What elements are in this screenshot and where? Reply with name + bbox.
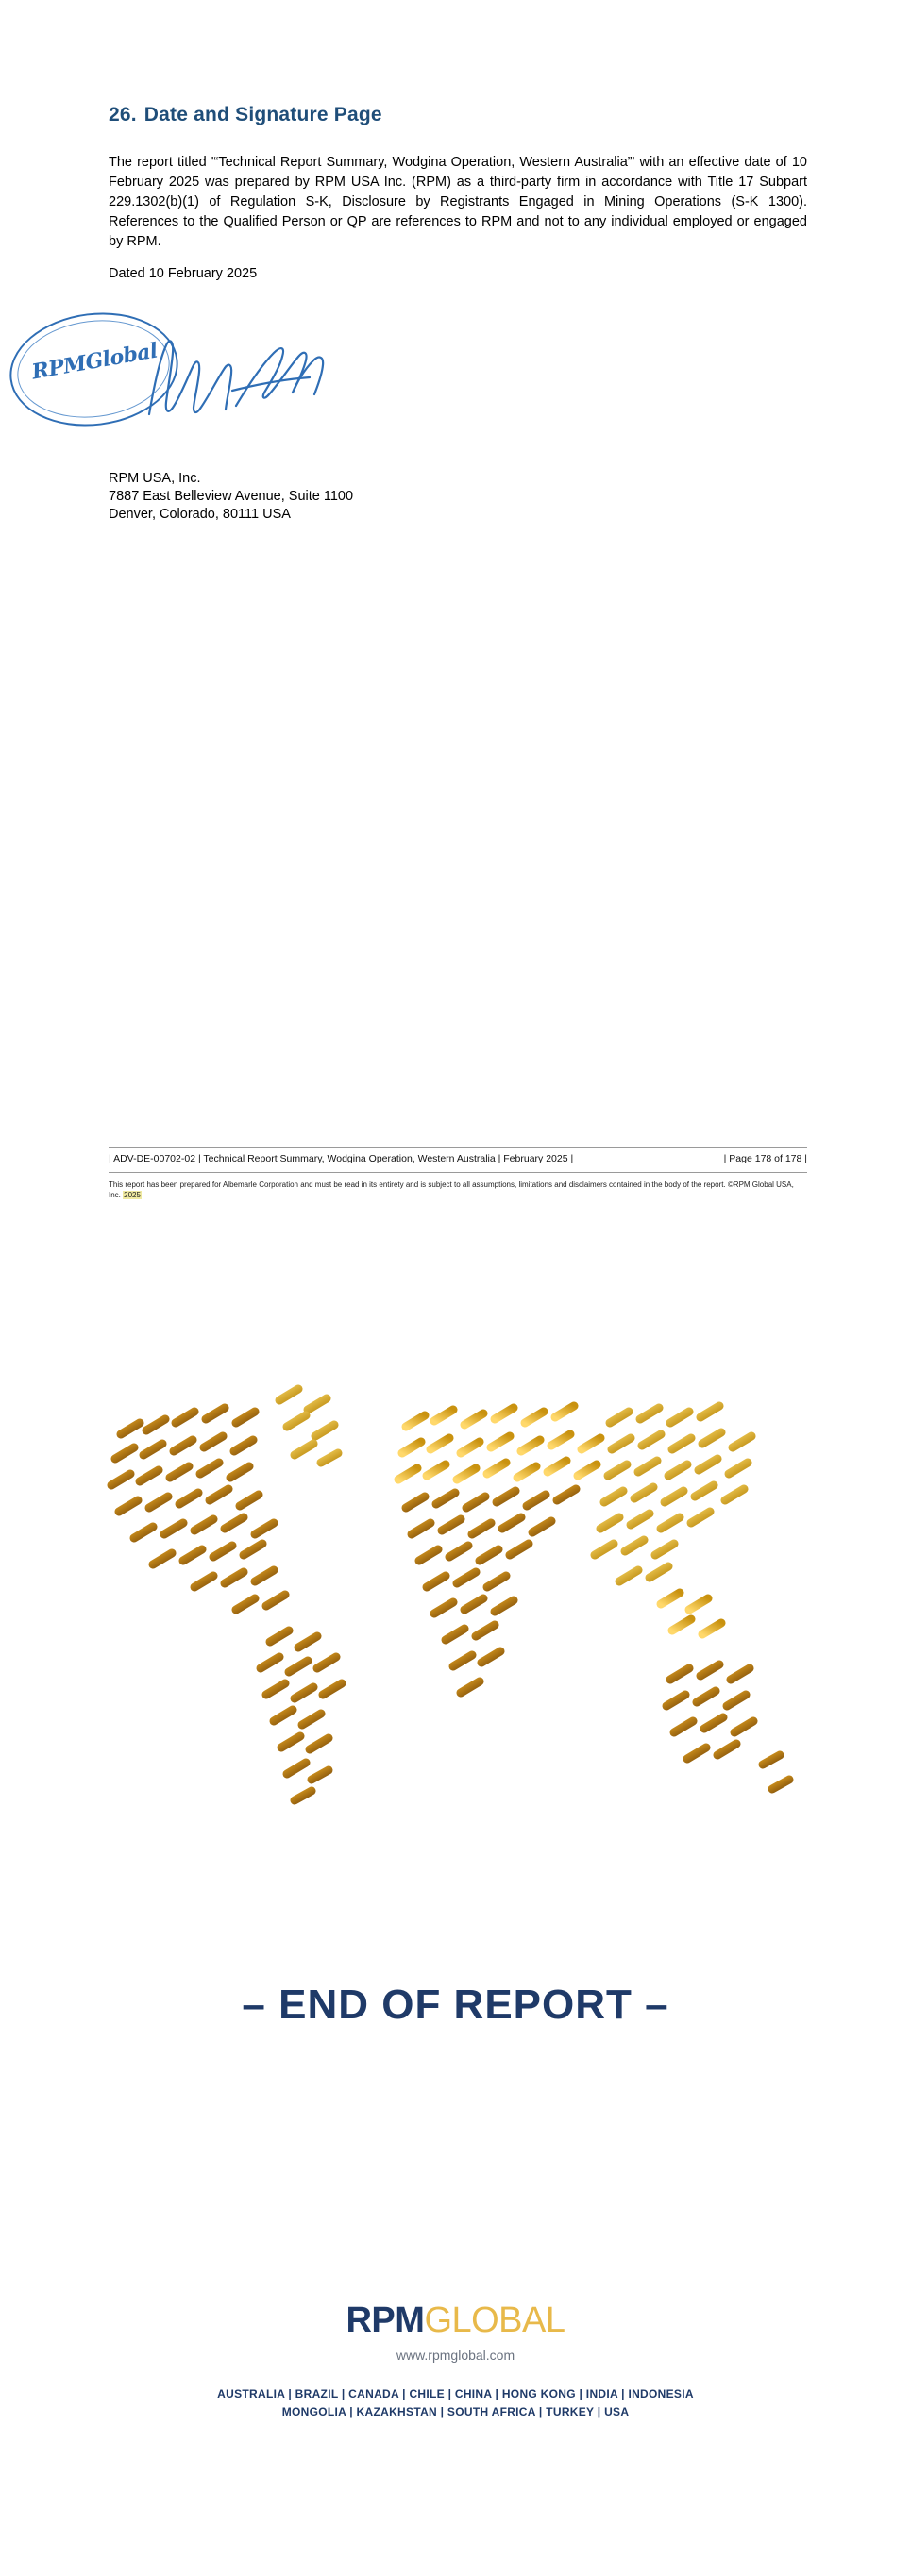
end-of-report-label: – END OF REPORT – <box>242 1982 669 2028</box>
rpm-global-logo <box>0 2300 911 2341</box>
address-line-3: Denver, Colorado, 80111 USA <box>109 507 291 522</box>
world-map-icon <box>94 1368 812 1840</box>
office-locations <box>0 2385 911 2421</box>
footer-divider-bottom <box>109 1172 807 1173</box>
section-number: 26. <box>109 104 137 125</box>
website-url[interactable]: www.rpmglobal.com <box>396 2348 515 2363</box>
section-title: Date and Signature Page <box>143 104 382 125</box>
office-locations-line-2: MONGOLIA | KAZAKHSTAN | SOUTH AFRICA | TURKEY | USA <box>281 2405 630 2418</box>
footer-page-number: | Page 178 of 178 | <box>723 1153 807 1164</box>
signature-block <box>0 304 321 436</box>
signature-stamp-text: RPMGlobal <box>29 338 160 385</box>
dated-line: Dated 10 February 2025 <box>109 266 258 281</box>
page-title <box>109 104 807 126</box>
address-line-1: RPM USA, Inc. <box>109 471 201 486</box>
address-block <box>109 470 807 524</box>
document-page-back-cover <box>0 1255 911 2576</box>
office-locations-line-1: AUSTRALIA | BRAZIL | CANADA | CHILE | CHINA | HONG KONG | INDIA | INDONESIA <box>217 2387 694 2400</box>
footer-disclaimer-year: 2025 <box>124 1191 141 1199</box>
footer-left-text: | ADV-DE-00702-02 | Technical Report Summary, Wodgina Operation, Western Australia | February 2025 | <box>109 1153 574 1164</box>
footer-disclaimer-text: This report has been prepared for Albemarle Corporation and must be read in its entirety and is subject to all assumptions, limitations and disclaimers contained in the body of the report. ©RPM Global USA, Inc. <box>109 1180 794 1199</box>
footer-divider-top <box>109 1147 807 1148</box>
page-footer <box>109 1153 807 1164</box>
body-paragraph: The report titled '“Technical Report Summary, Wodgina Operation, Western Australia”' with an effective date of 10 February 2025 was prepared by RPM USA Inc. (RPM) as a third-party firm in accordance with Title 17 Subpart 229.1302(b)(1) of Regulation S-K, Disclosure by Registrants Engaged in Mining Operations (S-K 1300). References to the Qualified Person or QP are references to RPM and not to any individual employed or engaged by RPM. <box>109 155 807 249</box>
footer-disclaimer <box>109 1179 807 1200</box>
address-line-2: 7887 East Belleview Avenue, Suite 1100 <box>109 489 354 504</box>
logo-secondary-text: GLOBAL <box>424 2300 565 2340</box>
handwritten-signature-icon <box>142 325 330 428</box>
logo-primary-text: RPM <box>346 2300 425 2340</box>
document-page-date-signature <box>0 0 911 1255</box>
